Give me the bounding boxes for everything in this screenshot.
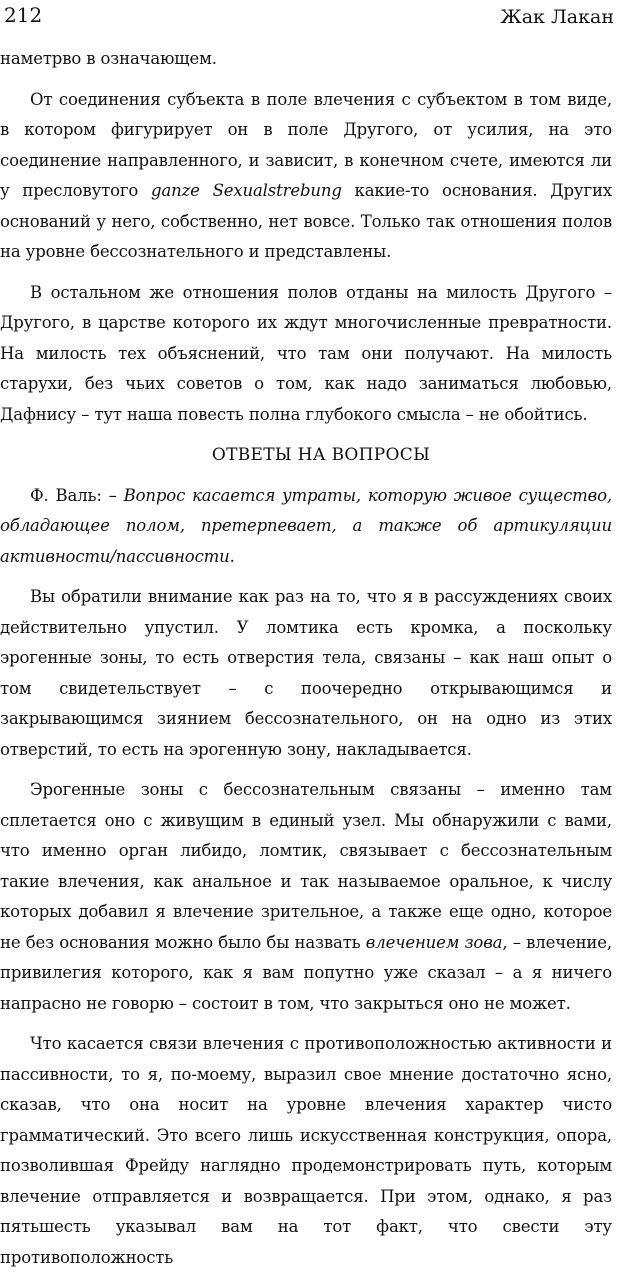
paragraph: Вы обратили внимание как раз на то, что я в рассуждениях своих действительно упустил. У ломтика есть кромка, а поскольку эрогенные зоны, то есть отверстия тела, связаны – как наш опыт о том свидетельствует – с поочередно открывающимся и закрывающимся зиянием бессознательного, он на одно из этих отверстий, то есть на эрогенную зону, накладывается.: [0, 587, 612, 759]
emphasized-term: влечением зова: [365, 932, 503, 952]
paragraph-continuation: наметрво в означающем.: [0, 49, 217, 68]
paragraph-text: Эрогенные зоны с бессознательным связаны – именно там сплетается оно с живущим в единый узел. Мы обнаружили с вами, что именно орган либидо, ломтик, связывает с бессознательным такие влечения, как анальное и так называемое оральное, к числу которых добавил я влечение зрительное, а также еще одно, которое не без основания можно было бы назвать: [0, 780, 612, 952]
paragraph: Что касается связи влечения с противоположностью активности и пассивности, то я, по-моему, выразил свое мнение достаточно ясно, сказав, что она носит на уровне влечения характер чисто грамматический. Это всего лишь искусственная конструкция, опора, позволившая Фрейду наглядно продемонстрировать путь, которым влечение отправляется и возвращается. При этом, однако, я раз пятьшесть указывал вам на тот факт, что свести эту противоположность: [0, 1034, 612, 1267]
running-head-author: Жак Лакан: [500, 6, 614, 28]
paragraph-text: От соединения субъекта в поле влечения с субъектом в том виде, в котором фигурирует он в поле Другого, от усилия, на это соединение направленного, и зависит, в конечном счете, имеются ли у пресловутого: [0, 89, 612, 200]
page-number: 212: [4, 3, 43, 27]
page-header: [0, 0, 620, 30]
paragraph: В остальном же отношения полов отданы на милость Другого – Другого, в царстве которого их ждут многочисленные превратности. На милость тех объяснений, что там они получают. На милость старухи, без чьих советов о том, как надо заниматься любовью, Дафнису – тут наша повесть полна глубокого смысла – не обойтись.: [0, 282, 612, 424]
section-title: ОТВЕТЫ НА ВОПРОСЫ: [211, 445, 431, 465]
paragraph-text: , – влечение, привилегия которого, как я вам попутно уже сказал – а я ничего напрасно не говорю – состоит в том, что закрыться оно не может.: [0, 932, 612, 1013]
body-text: [0, 44, 612, 1283]
paragraph: [0, 85, 612, 268]
foreign-term: ganze Sexualstrebung: [151, 181, 342, 200]
question-paragraph: [0, 481, 612, 573]
paragraph: [0, 775, 612, 1019]
question-text: Вопрос касается утраты, которую живое существо, обладающее полом, претерпевает, а также об артикуляции активности/пассивности.: [0, 485, 612, 566]
question-speaker: Ф. Валь: –: [30, 485, 124, 505]
paragraph-text: какие-то основания. Других оснований у него, собственно, нет вовсе. Только так отношения полов на уровне бессознательного и представлены.: [0, 181, 612, 261]
